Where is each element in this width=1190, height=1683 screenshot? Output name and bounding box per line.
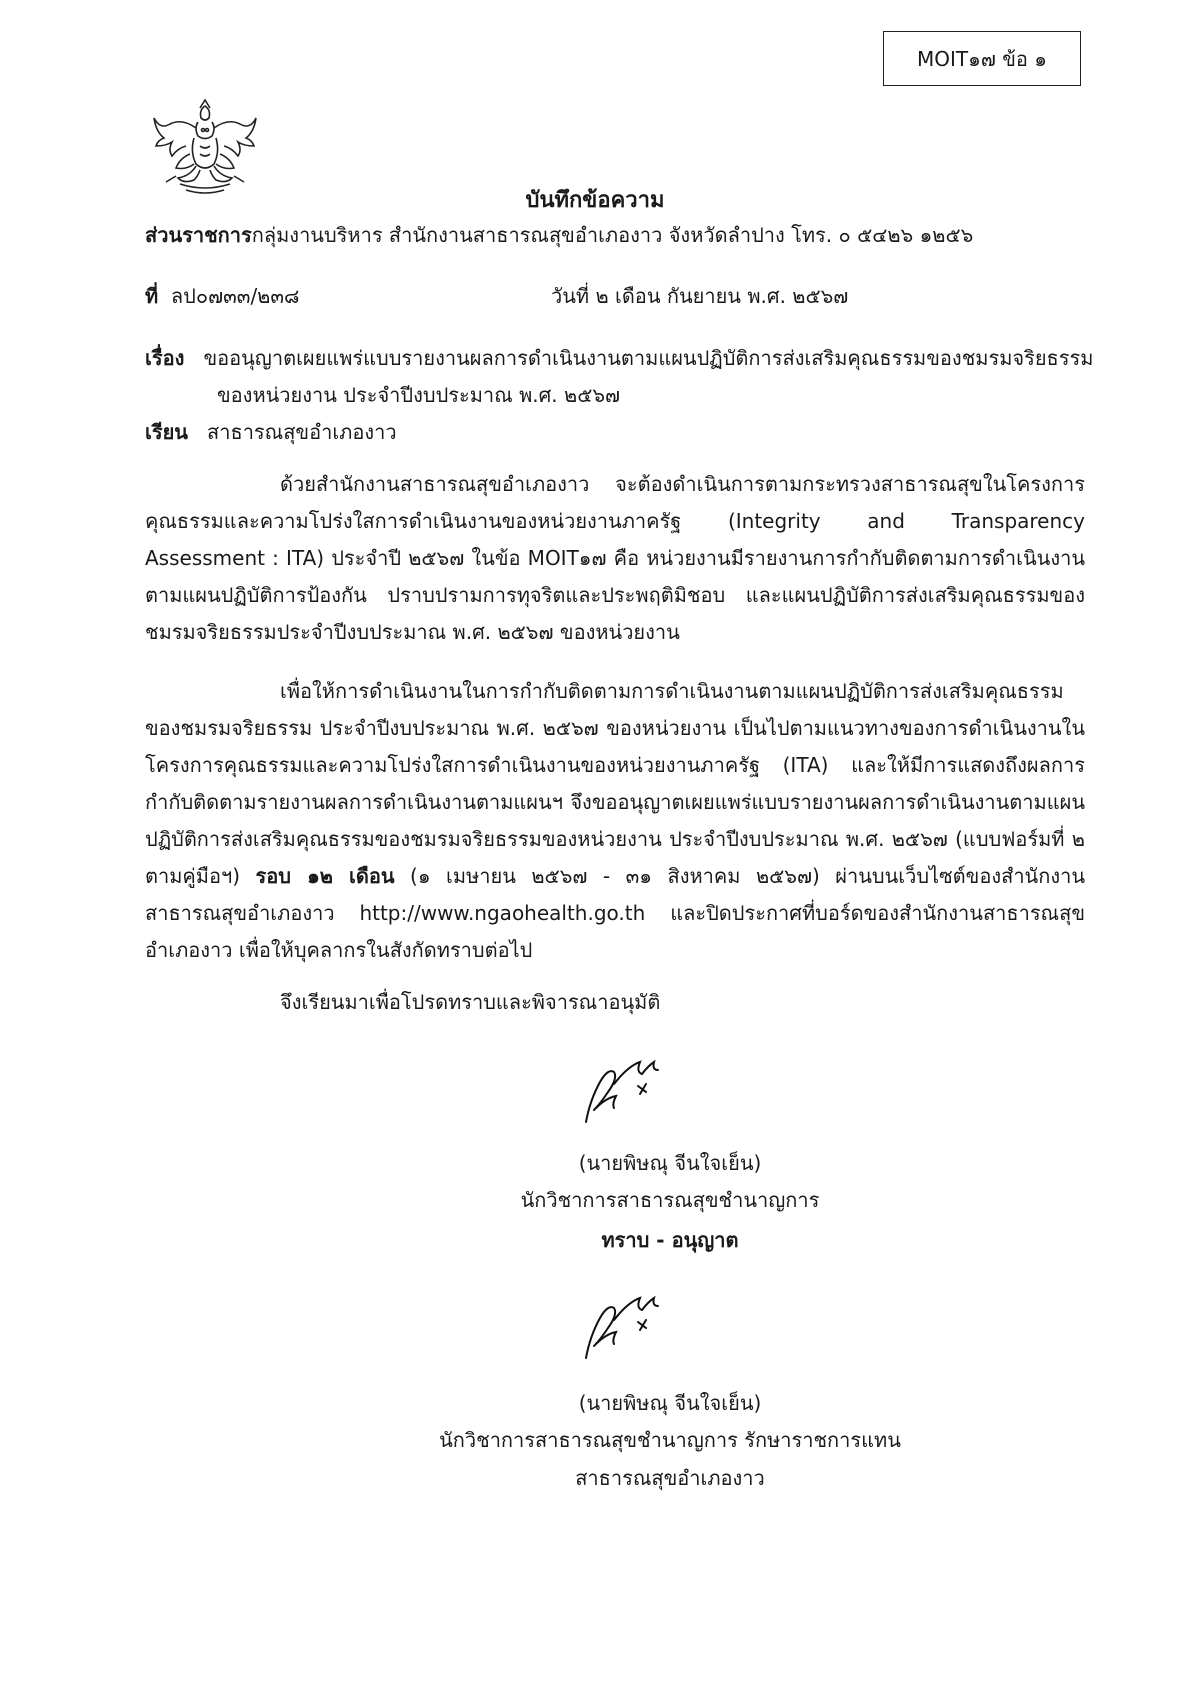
body-paragraph-1-text: ด้วยสำนักงานสาธารณสุขอำเภองาว จะต้องดำเนินการตามกระทรวงสาธารณสุขในโครงการคุณธรรมและความโปร่งใสการดำเนินงานของหน่วยงานภาครัฐ (Integrity and Transparency Assessment : ITA) ประจำปี ๒๕๖๗ ในข้อ MOIT๑๗ คือ หน่วยงานมีรายงานการกำกับติดตามการดำเนินงานตามแผนปฏิบัติการป้องกัน ปราบปรามการทุจริตและประพฤติมิชอบ และแผนปฏิบัติการส่งเสริมคุณธรรมของชมรมจริยธรรมประจำปีงบประมาณ พ.ศ. ๒๕๖๗ ของหน่วยงาน	[145, 472, 1085, 644]
subject-line	[145, 342, 1093, 374]
signer-2-title: สาธารณสุขอำเภองาว	[575, 1466, 765, 1490]
moit-reference-box	[883, 31, 1081, 86]
recipient-line	[145, 416, 397, 448]
reference-label: ที่	[145, 284, 159, 308]
signer-2-name: (นายพิษณุ จีนใจเย็น)	[578, 1391, 762, 1415]
reference-line	[145, 280, 299, 312]
signer-1-name: (นายพิษณุ จีนใจเย็น)	[578, 1151, 762, 1175]
agency-line	[145, 219, 973, 251]
subject-text-line2: ของหน่วยงาน ประจำปีงบประมาณ พ.ศ. ๒๕๖๗	[217, 383, 621, 407]
recipient-value: สาธารณสุขอำเภองาว	[207, 420, 397, 444]
body-paragraph-2	[145, 673, 1085, 969]
signature-2-icon	[574, 1284, 674, 1364]
subject-text-line1: ขออนุญาตเผยแพร่แบบรายงานผลการดำเนินงานตามแผนปฏิบัติการส่งเสริมคุณธรรมของชมรมจริยธรรม	[203, 346, 1094, 370]
subject-label: เรื่อง	[145, 346, 185, 370]
agency-value: กลุ่มงานบริหาร สำนักงานสาธารณสุขอำเภองาว จังหวัดลำปาง โทร. ๐ ๕๔๒๖ ๑๒๕๖	[251, 223, 974, 247]
reference-value: ลป๐๗๓๓/๒๓๘	[170, 284, 300, 308]
body-paragraph-2-text-b: (๑ เมษายน ๒๕๖๗ - ๓๑ สิงหาคม ๒๕๖๗) ผ่านบนเว็บไซต์ของสำนักงานสาธารณสุขอำเภองาว http://www.ngaohealth.go.th และปิดประกาศที่บอร์ดของสำนักงานสาธารณสุขอำเภองาว เพื่อให้บุคลากรในสังกัดทราบต่อไป	[145, 864, 1085, 962]
moit-reference-label: MOIT๑๗ ข้อ ๑	[917, 46, 1047, 71]
reporting-period-label: รอบ ๑๒ เดือน	[255, 864, 395, 888]
signer-2-position: นักวิชาการสาธารณสุขชำนาญการ รักษาราชการแทน	[439, 1428, 901, 1452]
agency-label: ส่วนราชการ	[145, 223, 252, 247]
signer-1-position: นักวิชาการสาธารณสุขชำนาญการ	[520, 1188, 820, 1212]
approval-text: ทราบ - อนุญาต	[601, 1228, 739, 1252]
closing-line: จึงเรียนมาเพื่อโปรดทราบและพิจารณาอนุมัติ	[280, 990, 661, 1014]
recipient-label: เรียน	[145, 420, 188, 444]
date-line: วันที่ ๒ เดือน กันยายน พ.ศ. ๒๕๖๗	[551, 284, 849, 308]
body-paragraph-2-text-a: เพื่อให้การดำเนินงานในการกำกับติดตามการดำเนินงานตามแผนปฏิบัติการส่งเสริมคุณธรรมของชมรมจริยธรรม ประจำปีงบประมาณ พ.ศ. ๒๕๖๗ ของหน่วยงาน เป็นไปตามแนวทางของการดำเนินงานในโครงการคุณธรรมและความโปร่งใสการดำเนินงานของหน่วยงานภาครัฐ (ITA) และให้มีการแสดงถึงผลการกำกับติดตามรายงานผลการดำเนินงานตามแผนฯ จึงขออนุญาตเผยแพร่แบบรายงานผลการดำเนินงานตามแผนปฏิบัติการส่งเสริมคุณธรรมของชมรมจริยธรรมของหน่วยงาน ประจำปีงบประมาณ พ.ศ. ๒๕๖๗ (แบบฟอร์มที่ ๒ ตามคู่มือฯ)	[145, 679, 1085, 888]
memo-title: บันทึกข้อความ	[525, 188, 665, 213]
body-paragraph-1	[145, 466, 1085, 651]
signature-1-icon	[574, 1048, 674, 1128]
